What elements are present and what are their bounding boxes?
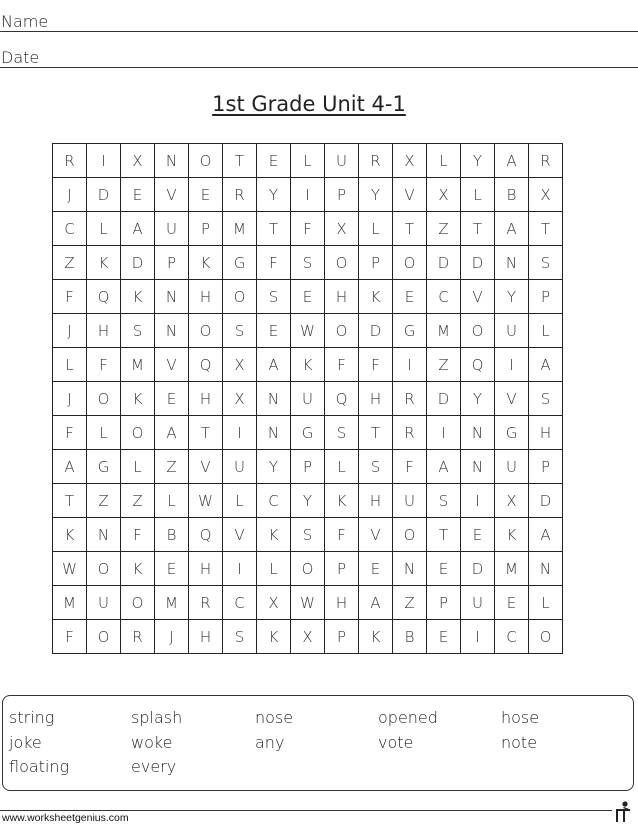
grid-row (53, 178, 563, 212)
grid-cell[interactable]: A (495, 212, 529, 246)
grid-cell[interactable]: S (291, 246, 325, 280)
grid-cell[interactable]: Y (291, 484, 325, 518)
grid-cell[interactable]: G (495, 416, 529, 450)
grid-cell[interactable]: F (325, 518, 359, 552)
grid-cell[interactable]: F (87, 348, 121, 382)
grid-cell[interactable]: P (291, 450, 325, 484)
grid-cell[interactable]: N (257, 382, 291, 416)
grid-cell[interactable]: D (427, 382, 461, 416)
grid-cell[interactable]: C (257, 484, 291, 518)
grid-cell[interactable]: V (359, 518, 393, 552)
grid-cell[interactable]: S (257, 280, 291, 314)
word-bank-item: string (9, 708, 55, 727)
grid-cell[interactable]: O (325, 246, 359, 280)
grid-cell[interactable]: N (155, 144, 189, 178)
grid-cell[interactable]: I (87, 144, 121, 178)
grid-cell[interactable]: H (359, 484, 393, 518)
grid-cell[interactable]: K (189, 246, 223, 280)
grid-cell[interactable]: V (189, 450, 223, 484)
grid-cell[interactable]: R (189, 586, 223, 620)
grid-cell[interactable]: K (291, 348, 325, 382)
grid-cell[interactable]: H (189, 382, 223, 416)
grid-cell[interactable]: X (291, 620, 325, 654)
grid-cell[interactable]: O (87, 552, 121, 586)
grid-cell[interactable]: I (461, 620, 495, 654)
grid-cell[interactable]: K (257, 620, 291, 654)
word-bank (2, 695, 634, 791)
grid-cell[interactable]: O (189, 314, 223, 348)
grid-cell[interactable]: B (393, 620, 427, 654)
grid-cell[interactable]: A (257, 348, 291, 382)
grid-cell[interactable]: T (257, 212, 291, 246)
grid-cell[interactable]: P (529, 280, 563, 314)
word-bank-item: woke (131, 733, 173, 752)
grid-cell[interactable]: L (359, 212, 393, 246)
grid-cell[interactable]: F (121, 518, 155, 552)
grid-cell[interactable]: D (121, 246, 155, 280)
grid-cell[interactable]: P (325, 178, 359, 212)
grid-cell[interactable]: E (427, 552, 461, 586)
grid-cell[interactable]: Q (87, 280, 121, 314)
grid-cell[interactable]: J (53, 314, 87, 348)
grid-cell[interactable]: P (325, 620, 359, 654)
grid-row (53, 212, 563, 246)
grid-cell[interactable]: N (257, 416, 291, 450)
grid-cell[interactable]: A (53, 450, 87, 484)
grid-cell[interactable]: R (53, 144, 87, 178)
grid-cell[interactable]: K (121, 382, 155, 416)
grid-cell[interactable]: Y (257, 178, 291, 212)
grid-cell[interactable]: M (53, 586, 87, 620)
grid-cell[interactable]: T (461, 212, 495, 246)
grid-cell[interactable]: U (325, 144, 359, 178)
name-label: Name (1, 12, 49, 31)
word-bank-item: floating (9, 757, 70, 776)
grid-cell[interactable]: I (461, 484, 495, 518)
grid-cell[interactable]: N (461, 450, 495, 484)
grid-cell[interactable]: N (461, 416, 495, 450)
grid-cell[interactable]: Z (53, 246, 87, 280)
grid-cell[interactable]: A (155, 416, 189, 450)
grid-cell[interactable]: D (461, 552, 495, 586)
grid-cell[interactable]: F (53, 620, 87, 654)
grid-cell[interactable]: K (495, 518, 529, 552)
grid-cell[interactable]: F (325, 348, 359, 382)
worksheet-title: 1st Grade Unit 4-1 (212, 92, 406, 116)
grid-cell[interactable]: T (529, 212, 563, 246)
grid-cell[interactable]: D (427, 246, 461, 280)
grid-cell[interactable]: A (359, 586, 393, 620)
grid-cell[interactable]: V (155, 178, 189, 212)
grid-row (53, 552, 563, 586)
grid-cell[interactable]: L (427, 144, 461, 178)
grid-cell[interactable]: K (359, 280, 393, 314)
grid-cell[interactable]: N (529, 552, 563, 586)
grid-row (53, 382, 563, 416)
grid-cell[interactable]: O (121, 586, 155, 620)
footer-divider (0, 810, 612, 811)
grid-cell[interactable]: X (325, 212, 359, 246)
grid-cell[interactable]: O (223, 280, 257, 314)
grid-cell[interactable]: E (155, 382, 189, 416)
grid-cell[interactable]: U (495, 314, 529, 348)
grid-cell[interactable]: E (257, 314, 291, 348)
grid-cell[interactable]: N (87, 518, 121, 552)
grid-cell[interactable]: T (359, 416, 393, 450)
grid-cell[interactable]: D (359, 314, 393, 348)
grid-cell[interactable]: O (291, 552, 325, 586)
grid-cell[interactable]: L (155, 484, 189, 518)
grid-cell[interactable]: U (291, 382, 325, 416)
grid-cell[interactable]: K (121, 552, 155, 586)
grid-cell[interactable]: N (393, 552, 427, 586)
grid-cell[interactable]: T (393, 212, 427, 246)
grid-cell[interactable]: D (529, 484, 563, 518)
grid-cell[interactable]: Z (427, 348, 461, 382)
grid-cell[interactable]: M (223, 212, 257, 246)
grid-cell[interactable]: E (121, 178, 155, 212)
grid-row (53, 280, 563, 314)
grid-cell[interactable]: F (393, 450, 427, 484)
grid-row (53, 450, 563, 484)
grid-cell[interactable]: I (223, 416, 257, 450)
grid-cell[interactable]: B (495, 178, 529, 212)
grid-cell[interactable]: S (529, 382, 563, 416)
grid-cell[interactable]: X (223, 348, 257, 382)
grid-cell[interactable]: H (529, 416, 563, 450)
grid-cell[interactable]: E (461, 518, 495, 552)
grid-cell[interactable]: F (257, 246, 291, 280)
grid-cell[interactable]: I (393, 348, 427, 382)
grid-cell[interactable]: E (359, 552, 393, 586)
grid-row (53, 484, 563, 518)
grid-cell[interactable]: K (359, 620, 393, 654)
word-bank-item: vote (378, 733, 414, 752)
grid-cell[interactable]: O (529, 620, 563, 654)
grid-cell[interactable]: L (87, 212, 121, 246)
grid-cell[interactable]: A (121, 212, 155, 246)
date-label: Date (1, 48, 40, 67)
grid-cell[interactable]: S (121, 314, 155, 348)
grid-cell[interactable]: V (495, 382, 529, 416)
grid-cell[interactable]: X (495, 484, 529, 518)
grid-cell[interactable]: C (53, 212, 87, 246)
grid-cell[interactable]: A (495, 144, 529, 178)
grid-cell[interactable]: O (325, 314, 359, 348)
grid-cell[interactable]: K (257, 518, 291, 552)
word-bank-item: any (255, 733, 285, 752)
grid-cell[interactable]: N (495, 246, 529, 280)
grid-cell[interactable]: S (291, 518, 325, 552)
grid-cell[interactable]: Y (257, 450, 291, 484)
grid-cell[interactable]: S (359, 450, 393, 484)
grid-cell[interactable]: L (53, 348, 87, 382)
grid-cell[interactable]: D (461, 246, 495, 280)
grid-cell[interactable]: L (325, 450, 359, 484)
grid-cell[interactable]: Z (155, 450, 189, 484)
grid-cell[interactable]: M (155, 586, 189, 620)
grid-cell[interactable]: V (155, 348, 189, 382)
grid-cell[interactable]: X (223, 382, 257, 416)
grid-cell[interactable]: V (461, 280, 495, 314)
grid-cell[interactable]: E (495, 586, 529, 620)
grid-cell[interactable]: U (495, 450, 529, 484)
grid-cell[interactable]: L (291, 144, 325, 178)
grid-cell[interactable]: W (189, 484, 223, 518)
grid-row (53, 620, 563, 654)
grid-cell[interactable]: Q (189, 518, 223, 552)
grid-cell[interactable]: J (155, 620, 189, 654)
grid-cell[interactable]: H (325, 280, 359, 314)
grid-cell[interactable]: R (121, 620, 155, 654)
grid-cell[interactable]: O (393, 518, 427, 552)
grid-cell[interactable]: K (121, 280, 155, 314)
grid-cell[interactable]: L (223, 484, 257, 518)
grid-cell[interactable]: L (87, 416, 121, 450)
grid-cell[interactable]: F (53, 280, 87, 314)
grid-row (53, 518, 563, 552)
grid-cell[interactable]: Y (461, 144, 495, 178)
grid-row (53, 144, 563, 178)
grid-cell[interactable]: H (87, 314, 121, 348)
grid-cell[interactable]: F (291, 212, 325, 246)
grid-cell[interactable]: T (189, 416, 223, 450)
grid-cell[interactable]: H (325, 586, 359, 620)
grid-cell[interactable]: Z (393, 586, 427, 620)
grid-cell[interactable]: S (427, 484, 461, 518)
grid-cell[interactable]: U (87, 586, 121, 620)
grid-cell[interactable]: O (121, 416, 155, 450)
grid-row (53, 586, 563, 620)
grid-cell[interactable]: J (53, 382, 87, 416)
grid-cell[interactable]: E (257, 144, 291, 178)
word-bank-item: opened (378, 708, 438, 727)
grid-cell[interactable]: O (461, 314, 495, 348)
grid-cell[interactable]: N (155, 280, 189, 314)
grid-cell[interactable]: V (393, 178, 427, 212)
grid-cell[interactable]: C (495, 620, 529, 654)
grid-row (53, 314, 563, 348)
grid-cell[interactable]: L (529, 586, 563, 620)
grid-cell[interactable]: X (257, 586, 291, 620)
grid-cell[interactable]: K (53, 518, 87, 552)
grid-cell[interactable]: C (223, 586, 257, 620)
grid-cell[interactable]: E (291, 280, 325, 314)
worksheet-title-wrap (0, 92, 638, 116)
grid-cell[interactable]: T (427, 518, 461, 552)
grid-cell[interactable]: R (393, 382, 427, 416)
grid-cell[interactable]: V (223, 518, 257, 552)
grid-cell[interactable]: X (121, 144, 155, 178)
grid-cell[interactable]: O (87, 620, 121, 654)
word-bank-item: joke (9, 733, 42, 752)
grid-cell[interactable]: I (495, 348, 529, 382)
grid-cell[interactable]: G (291, 416, 325, 450)
grid-cell[interactable]: A (529, 518, 563, 552)
footer-url: www.worksheetgenius.com (2, 812, 129, 824)
grid-cell[interactable]: T (223, 144, 257, 178)
grid-cell[interactable]: E (427, 620, 461, 654)
grid-cell[interactable]: L (121, 450, 155, 484)
grid-cell[interactable]: P (529, 450, 563, 484)
grid-cell[interactable]: L (461, 178, 495, 212)
grid-cell[interactable]: R (393, 416, 427, 450)
grid-cell[interactable]: R (529, 144, 563, 178)
word-bank-item: note (501, 733, 538, 752)
grid-cell[interactable]: R (359, 144, 393, 178)
grid-cell[interactable]: B (155, 518, 189, 552)
grid-cell[interactable]: M (495, 552, 529, 586)
grid-cell[interactable]: H (189, 552, 223, 586)
grid-cell[interactable]: X (427, 178, 461, 212)
grid-cell[interactable]: X (529, 178, 563, 212)
grid-row (53, 348, 563, 382)
grid-cell[interactable]: W (291, 586, 325, 620)
grid-cell[interactable]: M (121, 348, 155, 382)
student-desk-logo-icon (610, 800, 634, 824)
grid-cell[interactable]: O (393, 246, 427, 280)
grid-cell[interactable]: Y (495, 280, 529, 314)
grid-cell[interactable]: P (155, 246, 189, 280)
grid-cell[interactable]: O (87, 382, 121, 416)
grid-cell[interactable]: H (189, 280, 223, 314)
grid-row (53, 416, 563, 450)
grid-cell[interactable]: G (87, 450, 121, 484)
grid-cell[interactable]: P (325, 552, 359, 586)
grid-cell[interactable]: T (53, 484, 87, 518)
grid-cell[interactable]: R (223, 178, 257, 212)
grid-cell[interactable]: Y (461, 382, 495, 416)
grid-cell[interactable]: W (291, 314, 325, 348)
grid-cell[interactable]: E (189, 178, 223, 212)
grid-cell[interactable]: Q (461, 348, 495, 382)
grid-cell[interactable]: S (529, 246, 563, 280)
grid-cell[interactable]: E (393, 280, 427, 314)
grid-cell[interactable]: P (189, 212, 223, 246)
grid-row (53, 246, 563, 280)
grid-cell[interactable]: N (155, 314, 189, 348)
grid-cell[interactable]: I (223, 552, 257, 586)
grid-cell[interactable]: E (155, 552, 189, 586)
grid-cell[interactable]: I (291, 178, 325, 212)
grid-cell[interactable]: F (53, 416, 87, 450)
word-bank-item: hose (501, 708, 540, 727)
grid-cell[interactable]: H (189, 620, 223, 654)
grid-cell[interactable]: G (393, 314, 427, 348)
date-field[interactable] (0, 45, 638, 68)
grid-cell[interactable]: G (223, 246, 257, 280)
grid-cell[interactable]: X (393, 144, 427, 178)
grid-cell[interactable]: U (155, 212, 189, 246)
grid-cell[interactable]: U (393, 484, 427, 518)
grid-cell[interactable]: S (223, 620, 257, 654)
grid-cell[interactable]: Q (325, 382, 359, 416)
grid-cell[interactable]: J (53, 178, 87, 212)
grid-cell[interactable]: P (427, 586, 461, 620)
grid-cell[interactable]: Z (427, 212, 461, 246)
grid-cell[interactable]: I (427, 416, 461, 450)
grid-cell[interactable]: Q (189, 348, 223, 382)
grid-cell[interactable]: M (427, 314, 461, 348)
word-search-grid (52, 143, 563, 654)
grid-cell[interactable]: F (359, 348, 393, 382)
grid-cell[interactable]: U (461, 586, 495, 620)
grid-cell[interactable]: Z (121, 484, 155, 518)
grid-cell[interactable]: H (359, 382, 393, 416)
grid-cell[interactable]: A (529, 348, 563, 382)
name-field[interactable] (0, 9, 638, 32)
grid-cell[interactable]: A (427, 450, 461, 484)
grid-cell[interactable]: L (257, 552, 291, 586)
word-bank-item: every (131, 757, 177, 776)
grid-cell[interactable]: Z (87, 484, 121, 518)
grid-cell[interactable]: L (529, 314, 563, 348)
grid-cell[interactable]: W (53, 552, 87, 586)
grid-cell[interactable]: K (325, 484, 359, 518)
grid-cell[interactable]: K (87, 246, 121, 280)
grid-cell[interactable]: C (427, 280, 461, 314)
grid-cell[interactable]: S (325, 416, 359, 450)
grid-cell[interactable]: Y (359, 178, 393, 212)
grid-cell[interactable]: O (189, 144, 223, 178)
word-bank-item: splash (131, 708, 183, 727)
word-bank-item: nose (255, 708, 294, 727)
grid-cell[interactable]: P (359, 246, 393, 280)
grid-cell[interactable]: S (223, 314, 257, 348)
grid-cell[interactable]: U (223, 450, 257, 484)
grid-cell[interactable]: D (87, 178, 121, 212)
